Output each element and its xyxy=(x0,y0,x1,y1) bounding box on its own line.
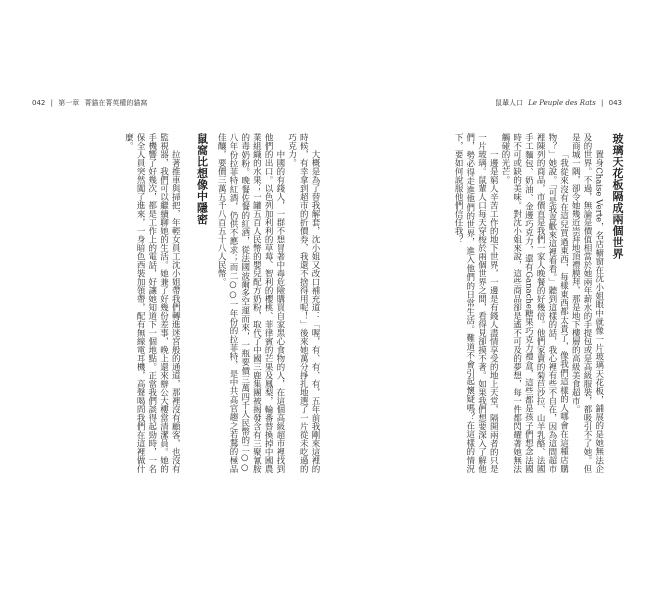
section-title-rat-nest: 鼠窩比想像中隱密 xyxy=(195,133,209,225)
right-page-text xyxy=(362,133,624,473)
left-header-separator: | xyxy=(50,99,53,107)
right-header-separator: | xyxy=(601,99,604,107)
left-page-number: 042 xyxy=(32,99,46,107)
section-title-glass-ceiling: 玻璃天花板隔成兩個世界 xyxy=(611,133,624,260)
body-paragraph: 置身Chaise Verte，名店櫥窗在沈小姐眼中就像一片玻璃天花板，鋪展的是她無法企及的世界。不過，無論是價值相當於她兩年薪水的手提包或是高級服裝，都吸引不了她。但是商城一隅，卻令她幾近崇拜地頂禮膜拜，那是地下樓層的高級美食超市。 xyxy=(570,133,604,473)
body-paragraph: 中國的有錢人，一群不想冒著中毒危險購買自家黑心食物的人，在這個高級超市裡找到他們的出口。以色列加利利的草莓、智利的櫻桃、菲律賓的芒果及鳳梨，輪番替換掉中國農業組織的水果；一罐五百人民幣的嬰兒配方奶粉，取代了中國三鹿集團被揭發含有三聚氰胺的毒奶粉。晚餐佐餐的紅酒，從法國波爾多空運而來，一瓶要價三萬四千人民幣的二○○八年份拉菲特紅酒，仍供不應求；而二○○一年份的拉菲特，是中共高官趨之若鶩的極品佳釀，要價三萬五千八百五十八人民幣。 xyxy=(216,133,285,473)
book-title: 鼠輩人口 xyxy=(494,99,523,107)
right-running-header xyxy=(495,98,625,108)
book-title-en: Le Peuple des Rats xyxy=(528,99,596,107)
body-paragraph: 一邊是窮人辛苦工作的地下世界，一邊是有錢人盡情享受的地上天堂，隔開兩者的只是一片玻璃。鼠輩人口每天穿梭於兩個世界之間，看得見卻摸不著。如果我們想要深入了解他們，勢必得走進他們的世界，進入他們的日常生活。難道不會引起懷疑嗎？在這樣的情況下，要如何說服他們信任我？ xyxy=(453,133,499,473)
body-paragraph: 拉著推車與掃把，年輕女員工沈小姐帶我們轉進迷宮般的通道，那裡沒有顧客，也沒有監視器，我們可以繼續聊她的生活。她兼了好幾份差事，晚上還來辦公大樓當清潔員。她的手機響了好幾次，都是工作上的電話，好讓她知道下一個地點。正當我們談得起勁時，一名保全人員突然闖了進來，一身暗色西裝加領帶，配有無線電耳機，高聲喝問我們在這裡做什麼。 xyxy=(123,133,181,473)
left-page-text xyxy=(32,133,320,473)
body-paragraph: 大概是為了替我解套，沈小姐又改口補充道：「喔，有、有、有，五年前我剛來這裡的時候，有幸拿到超市的折價券，我還不捨得用呢！」後來她萬分掙扎地選了一片從未吃過的巧克力。 xyxy=(286,133,320,473)
right-page-number: 043 xyxy=(608,99,622,107)
left-running-header xyxy=(32,98,150,108)
body-paragraph: 「我從來沒有在這兒買過東西，每樣東西都太貴了，像我們這樣的人哪會在這種店購物？」她說。「可是我喜歡來這裡看看。」聽到這樣的話，我心裡有些不自在，因為這間超市裡陳列的商品，市價直是我們一家人晚餐的好幾倍。他們家賣的菊苣沙拉、山羊乳酪、法國手工麵包、奶油、金邊巧克力，還有Ganache糖果巧克力禮盒，這些都是孩子們想念法國時不可或缺的美味。對沈小姐來說，這些商品卻是遙不可及的夢想，每一件都閃耀著她無法觸碰的光芒。 xyxy=(499,133,569,473)
chapter-label: 第一章 xyxy=(58,99,80,107)
chapter-title: 菁貓在菁英權的貓窩 xyxy=(84,99,148,107)
